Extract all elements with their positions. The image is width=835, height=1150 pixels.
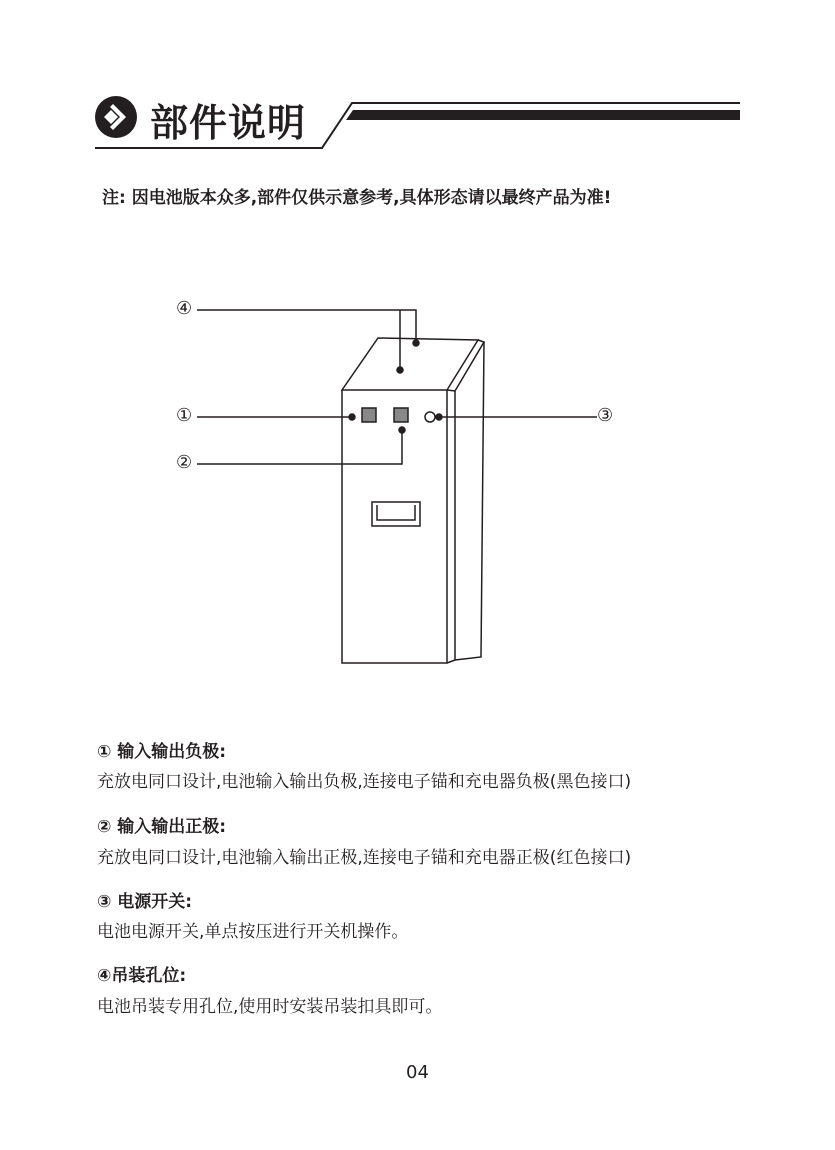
section-heading: ③ 电源开关: bbox=[97, 892, 193, 912]
page-title: 部件说明 bbox=[150, 101, 307, 145]
section-body: 充放电同口设计,电池输入输出负极,连接电子锚和充电器负极(黑色接口) bbox=[97, 772, 632, 792]
callout-1: ① bbox=[176, 405, 193, 426]
chevron-circle-icon bbox=[95, 96, 137, 138]
section-body: 电池吊装专用孔位,使用时安装吊装扣具即可。 bbox=[97, 997, 443, 1017]
section-heading: ② 输入输出正极: bbox=[97, 817, 227, 837]
header-decoration bbox=[0, 0, 835, 160]
disclaimer-note: 注: 因电池版本众多,部件仅供示意参考,具体形态请以最终产品为准! bbox=[102, 188, 612, 208]
callout-lines bbox=[197, 310, 597, 464]
section-heading: ④吊装孔位: bbox=[97, 966, 187, 986]
callout-4: ④ bbox=[176, 298, 193, 319]
section-heading: ① 输入输出负极: bbox=[97, 742, 227, 762]
callout-3: ③ bbox=[597, 405, 614, 426]
battery-body bbox=[342, 338, 484, 663]
battery-diagram bbox=[0, 280, 835, 680]
page-number: 04 bbox=[406, 1062, 429, 1083]
section-body: 充放电同口设计,电池输入输出正极,连接电子锚和充电器正极(红色接口) bbox=[97, 848, 632, 868]
section-body: 电池电源开关,单点按压进行开关机操作。 bbox=[97, 922, 409, 942]
callout-2: ② bbox=[176, 452, 193, 473]
